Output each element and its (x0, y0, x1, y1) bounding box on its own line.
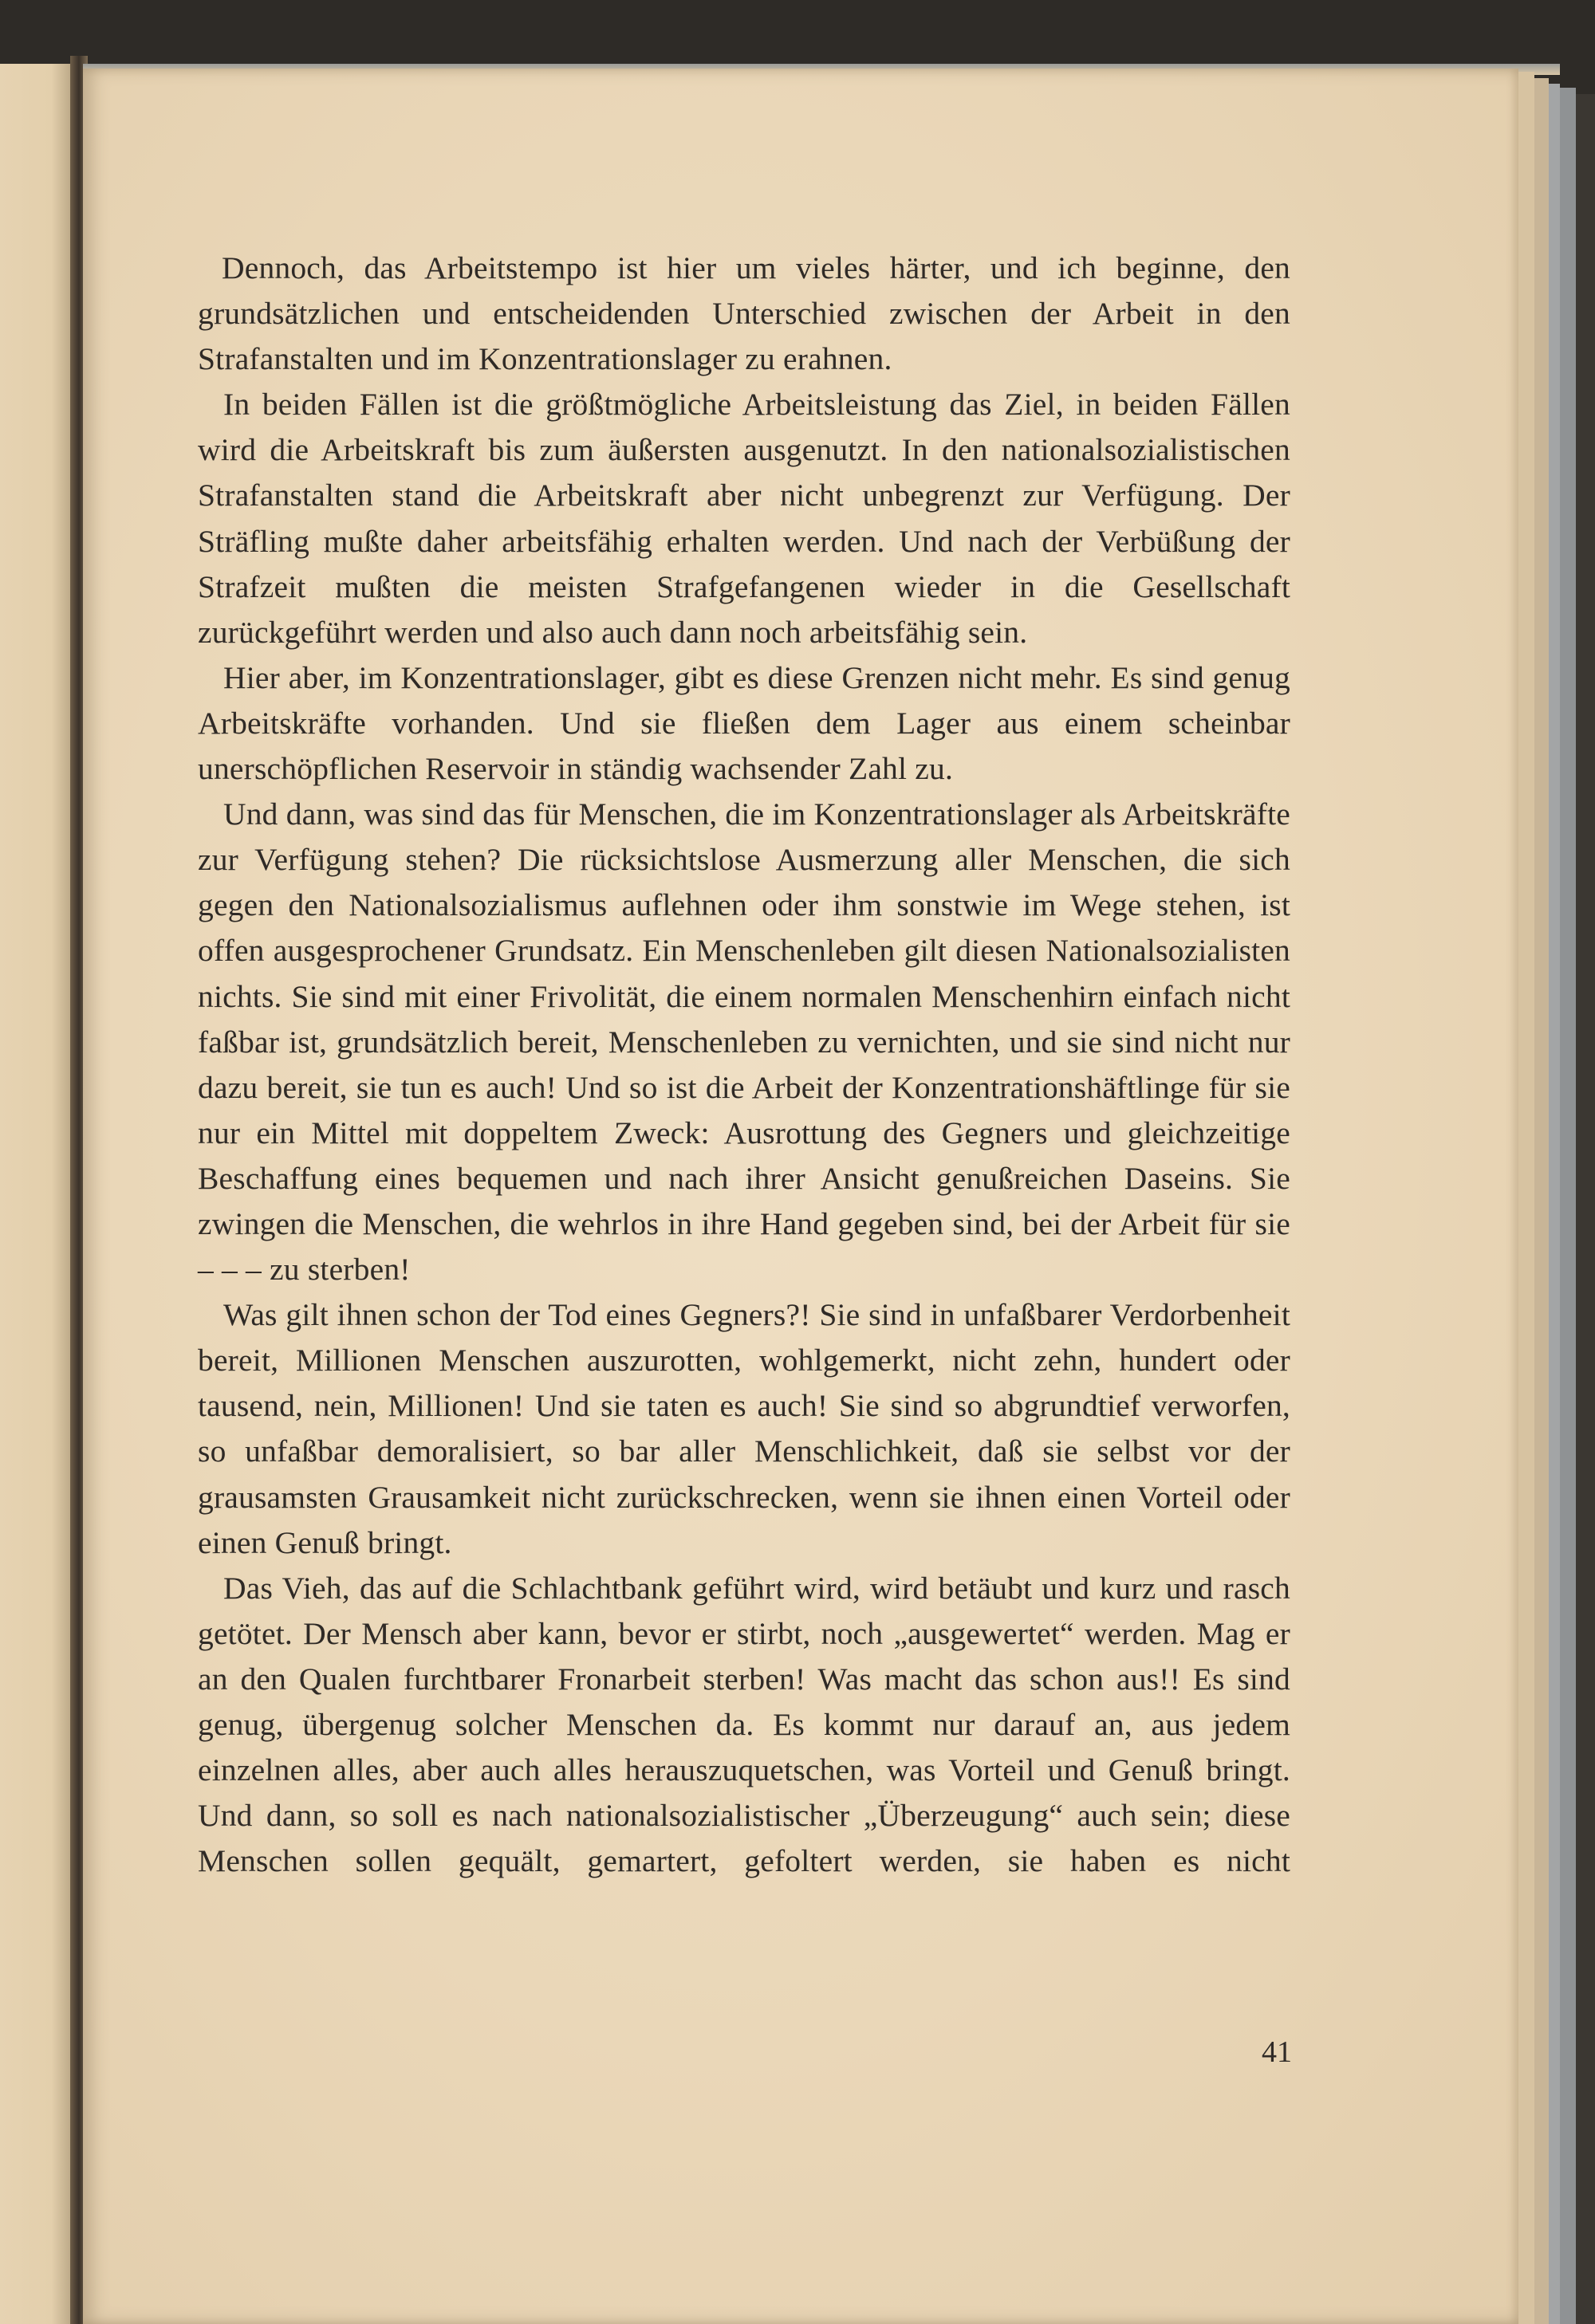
previous-page-edge (0, 64, 73, 2324)
paragraph: Und dann, was sind das für Menschen, die im Konzentrationslager als Arbeitskräfte zur Verfügung stehen? Die rücksichtslose Ausmerzung aller Menschen, die sich gegen den Nationalsozialismus auflehnen oder ihm sonstwie im Wege stehen, ist offen ausgesprochener Grundsatz. Ein Menschenleben gilt diesen Nationalsozialisten nichts. Sie sind mit einer Frivolität, die einem normalen Menschenhirn einfach nicht faßbar ist, grundsätzlich bereit, Menschenleben zu vernichten, und sie sind nicht nur dazu bereit, sie tun es auch! Und so ist die Arbeit der Konzentrationshäftlinge für sie nur ein Mittel mit doppeltem Zweck: Ausrottung des Gegners und gleichzeitige Beschaffung eines bequemen und nach ihrer Ansicht genußreichen Daseins. Sie zwingen die Menschen, die wehrlos in ihre Hand gegeben sind, bei der Arbeit für sie – – – zu sterben! (198, 796, 1291, 1288)
page-stack-edge (1534, 78, 1549, 2324)
page-body-text (198, 246, 1290, 1884)
paragraph: Das Vieh, das auf die Schlachtbank geführt wird, wird betäubt und kurz und rasch getötet. Der Mensch aber kann, bevor er stirbt, noch „ausgewertet“ werden. Mag er an den Qualen furchtbarer Fronarbeit sterben! Was macht das schon aus!! Es sind genug, übergenug solcher Menschen da. Es kommt nur darauf an, aus jedem einzelnen alles, aber auch alles herauszuquetschen, was Vorteil und Genuß bringt. Und dann, so soll es nach nationalsozialistischer „Überzeugung“ auch sein; diese Menschen sollen gequält, gemartert, gefoltert werden, sie haben es nicht (198, 1570, 1290, 1879)
scan-background (1576, 94, 1595, 2324)
paragraph: In beiden Fällen ist die größtmögliche Arbeitsleistung das Ziel, in beiden Fällen wird die Arbeitskraft bis zum äußersten ausgenutzt. In den nationalsozialistischen Strafanstalten stand die Arbeitskraft aber nicht unbegrenzt zur Verfügung. Der Sträfling mußte daher arbeitsfähig erhalten werden. Und nach der Verbüßung der Strafzeit mußten die meisten Strafgefangenen wieder in die Gesellschaft zurückgeführt werden und also auch dann noch arbeitsfähig sein. (198, 387, 1290, 650)
page-number: 41 (1262, 2035, 1292, 2069)
book-cover-edge (1560, 88, 1576, 2324)
paragraph: Was gilt ihnen schon der Tod eines Gegners?! Sie sind in unfaßbarer Verdorbenheit bereit, Millionen Menschen auszurotten, wohlgemerkt, nicht zehn, hundert oder tausend, nein, Millionen! Und sie taten es auch! Sie sind so abgrundtief verworfen, so unfaßbar demoralisiert, so bar aller Menschlichkeit, daß sie selbst vor der grausamsten Grausamkeit nicht zurückschrecken, wenn sie ihnen einen Vorteil oder einen Genuß bringt. (198, 1297, 1290, 1560)
page-stack-edge (1549, 84, 1560, 2324)
paragraph: Hier aber, im Konzentrationslager, gibt es diese Grenzen nicht mehr. Es sind genug Arbeitskräfte vorhanden. Und sie fließen dem Lager aus einem scheinbar unerschöpflichen Reservoir in ständig wachsender Zahl zu. (198, 659, 1290, 787)
paragraph: Dennoch, das Arbeitstempo ist hier um vieles härter, und ich beginne, den grundsätzlichen und entscheidenden Unterschied zwischen der Arbeit in den Strafanstalten und im Konzentrationslager zu erahnen. (198, 250, 1290, 377)
